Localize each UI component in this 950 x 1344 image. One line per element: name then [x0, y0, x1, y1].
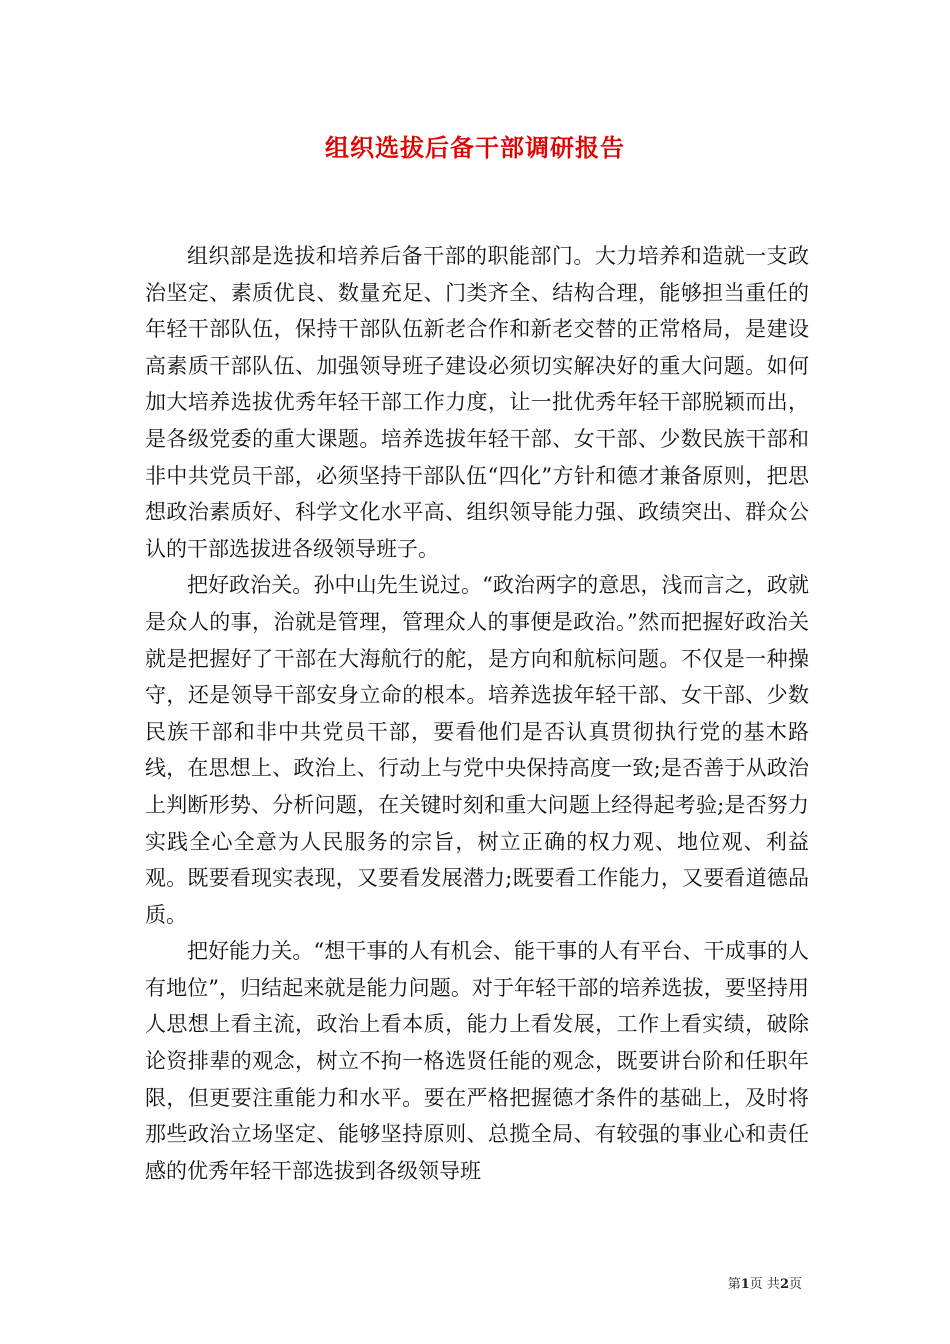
document-body: [145, 238, 809, 1189]
footer-prefix: 第: [727, 1277, 741, 1292]
current-page-number: 1: [740, 1277, 750, 1292]
document-title: 组织选拔后备干部调研报告: [325, 133, 625, 162]
total-page-count: 2: [779, 1277, 789, 1292]
paragraph: 把好政治关。孙中山先生说过。“政治两字的意思，浅而言之，政就是众人的事，治就是管理，管理众人的事便是政治。”然而把握好政治关就是把握好了干部在大海航行的舵，是方向和航标问题。不仅是一种操守，还是领导干部安身立命的根本。培养选拔年轻干部、女干部、少数民族干部和非中共党员干部，要看他们是否认真贯彻执行党的基木路线，在思想上、政治上、行动上与党中央保持高度一致;是否善于从政治上判断形势、分析问题，在关键时刻和重大问题上经得起考验;是否努力实践全心全意为人民服务的宗旨，树立正确的权力观、地位观、利益观。既要看现实表现，又要看发展潜力;既要看工作能力，又要看道德品质。: [145, 573, 809, 927]
footer-middle: 页 共: [749, 1277, 780, 1292]
page-number-footer: [728, 1276, 802, 1294]
paragraph: 把好能力关。“想干事的人有机会、能干事的人有平台、干成事的人有地位”，归结起来就是能力问题。对于年轻干部的培养选拔，要坚持用人思想上看主流，政治上看本质，能力上看发展，工作上看实绩，破除论资排辈的观念，树立不拘一格选贤任能的观念，既要讲台阶和任职年限，但更要注重能力和水平。要在严格把握德才条件的基础上，及时将那些政治立场坚定、能够坚持原则、总揽全局、有较强的事业心和责任感的优秀年轻干部选拔到各级领导班: [145, 939, 809, 1183]
footer-suffix: 页: [788, 1277, 802, 1292]
paragraph: 组织部是选拔和培养后备干部的职能部门。大力培养和造就一支政治坚定、素质优良、数量充足、门类齐全、结构合理，能够担当重任的年轻干部队伍，保持干部队伍新老合作和新老交替的正常格局，是建设高素质干部队伍、加强领导班子建设必须切实解决好的重大问题。如何加大培养选拔优秀年轻干部工作力度，让一批优秀年轻干部脱颖而出，是各级党委的重大课题。培养选拔年轻干部、女干部、少数民族干部和非中共党员干部，必须坚持干部队伍“四化”方针和德才兼备原则，把思想政治素质好、科学文化水平高、组织领导能力强、政绩突出、群众公认的干部选拔进各级领导班子。: [145, 244, 809, 561]
